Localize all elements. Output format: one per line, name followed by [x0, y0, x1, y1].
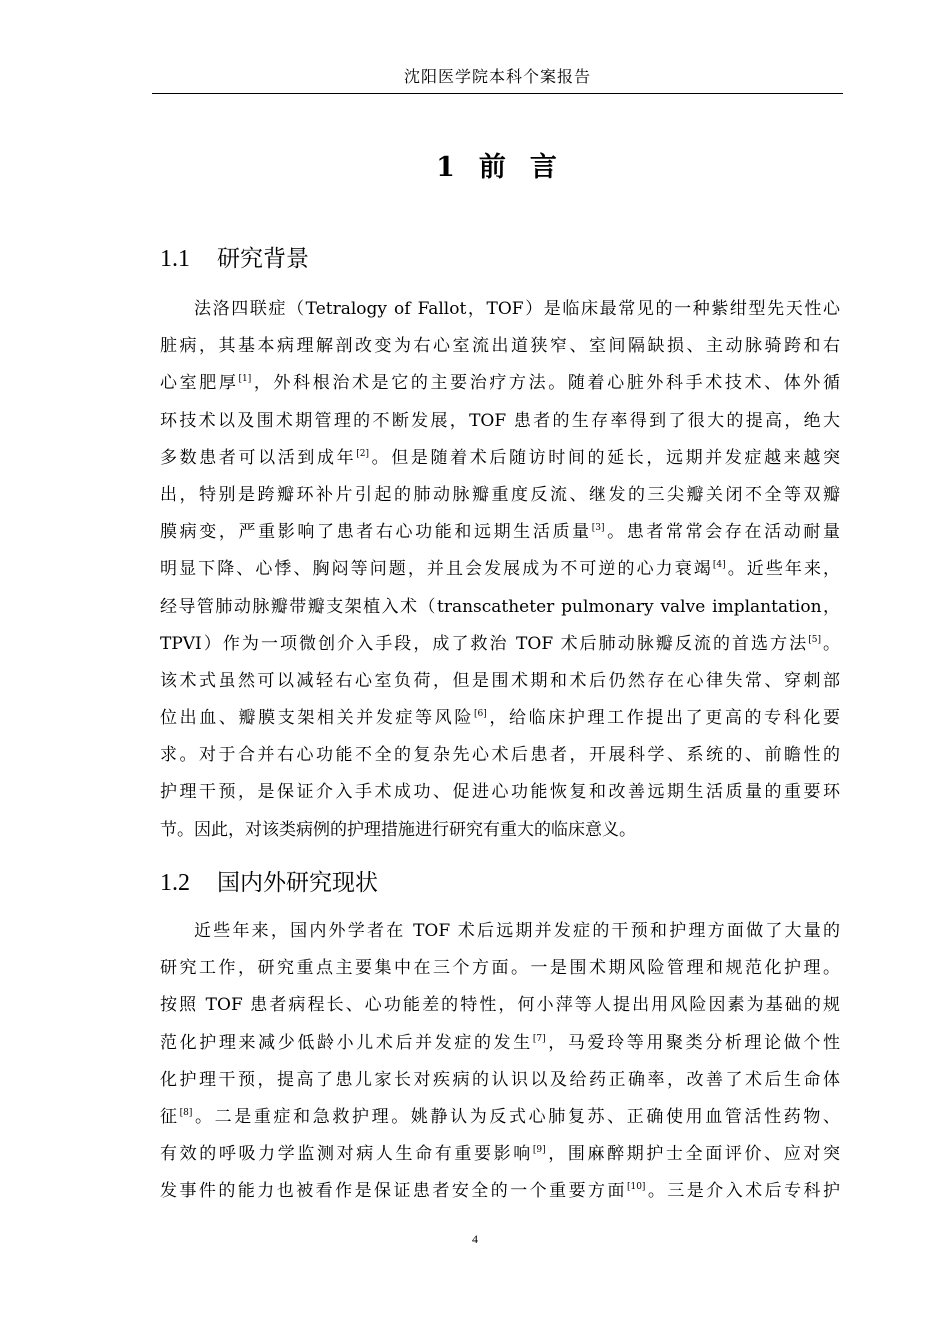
chapter-title-char-2: 言	[529, 152, 559, 183]
citation: [7]	[532, 1033, 546, 1044]
section-title: 国内外研究现状	[217, 870, 378, 896]
section-number: 1.2	[160, 870, 190, 896]
text-line: 脏病，其基本病理解剖改变为右心室流出道狭窄、室间隔缺损、主动脉骑跨和右	[160, 336, 840, 357]
text-line: 经导管肺动脉瓣带瓣支架植入术（transcatheter pulmonary valve implantation，	[160, 596, 840, 617]
text-line: 按照 TOF 患者病程长、心功能差的特性，何小萍等人提出用风险因素为基础的规	[160, 995, 840, 1016]
section-heading-1-1	[160, 240, 309, 273]
text-line: 范化护理来减少低龄小儿术后并发症的发生[7]，马爱玲等用聚类分析理论做个性	[160, 1032, 840, 1053]
section-number: 1.1	[160, 246, 190, 272]
citation: [6]	[474, 709, 487, 720]
chapter-title-char-1: 前	[478, 152, 508, 183]
text-line: 该术式虽然可以减轻右心室负荷，但是围术期和术后仍然存在心律失常、穿刺部	[160, 670, 840, 691]
citation: [9]	[532, 1145, 546, 1156]
text-line: 发事件的能力也被看作是保证患者安全的一个重要方面[10]。三是介入术后专科护	[160, 1181, 841, 1202]
text-line: 心室肥厚[1]，外科根治术是它的主要治疗方法。随着心脏外科手术技术、体外循	[160, 373, 840, 394]
citation: [1]	[238, 374, 252, 385]
text-line: 多数患者可以活到成年[2]。但是随着术后随访时间的延长，远期并发症越来越突	[160, 447, 840, 468]
citation: [8]	[179, 1107, 193, 1118]
text-line: TPVI）作为一项微创介入手段，成了救治 TOF 术后肺动脉瓣反流的首选方法[5]。	[160, 633, 841, 654]
text-line: 求。对于合并右心功能不全的复杂先心术后患者，开展科学、系统的、前瞻性的	[160, 745, 840, 766]
chapter-title	[152, 145, 843, 184]
header-rule	[152, 93, 843, 94]
text-line: 护理干预，是保证介入手术成功、促进心功能恢复和改善远期生活质量的重要环	[160, 782, 840, 803]
text-line: 膜病变，严重影响了患者右心功能和远期生活质量[3]。患者常常会存在活动耐量	[160, 522, 840, 543]
running-header: 沈阳医学院本科个案报告	[403, 67, 591, 86]
text-line: 研究工作，研究重点主要集中在三个方面。一是围术期风险管理和规范化护理。	[160, 958, 840, 979]
text-line: 法洛四联症（Tetralogy of Fallot，TOF）是临床最常见的一种紫绀型先天性心	[194, 299, 840, 319]
text-line: 环技术以及围术期管理的不断发展，TOF 患者的生存率得到了很大的提高，绝大	[160, 410, 840, 431]
citation: [4]	[712, 560, 726, 571]
text-line: 位出血、瓣膜支架相关并发症等风险[6]，给临床护理工作提出了更高的专科化要	[160, 708, 840, 729]
text-line: 化护理干预，提高了患儿家长对疾病的认识以及给药正确率，改善了术后生命体	[160, 1069, 840, 1090]
section-title: 研究背景	[217, 246, 309, 272]
citation: [10]	[626, 1182, 646, 1193]
text-line: 有效的呼吸力学监测对病人生命有重要影响[9]，围麻醉期护士全面评价、应对突	[160, 1144, 840, 1165]
citation: [5]	[808, 634, 821, 645]
paragraph-research-status	[160, 913, 840, 1211]
section-heading-1-2	[160, 864, 378, 897]
text-line: 明显下降、心悸、胸闷等问题，并且会发展成为不可逆的心力衰竭[4]。近些年来，	[160, 559, 841, 580]
citation: [2]	[356, 448, 369, 459]
text-line: 近些年来，国内外学者在 TOF 术后远期并发症的干预和护理方面做了大量的	[194, 921, 840, 941]
paragraph-research-background	[160, 291, 840, 849]
text-line: 出，特别是跨瓣环补片引起的肺动脉瓣重度反流、继发的三尖瓣关闭不全等双瓣	[160, 484, 840, 505]
chapter-number: 1	[436, 152, 457, 183]
citation: [3]	[591, 523, 605, 534]
text-line: 节。因此，对该类病例的护理措施进行研究有重大的临床意义。	[160, 819, 636, 840]
page-number: 4	[472, 1232, 478, 1246]
text-line: 征[8]。二是重症和急救护理。姚静认为反式心肺复苏、正确使用血管活性药物、	[160, 1106, 840, 1127]
